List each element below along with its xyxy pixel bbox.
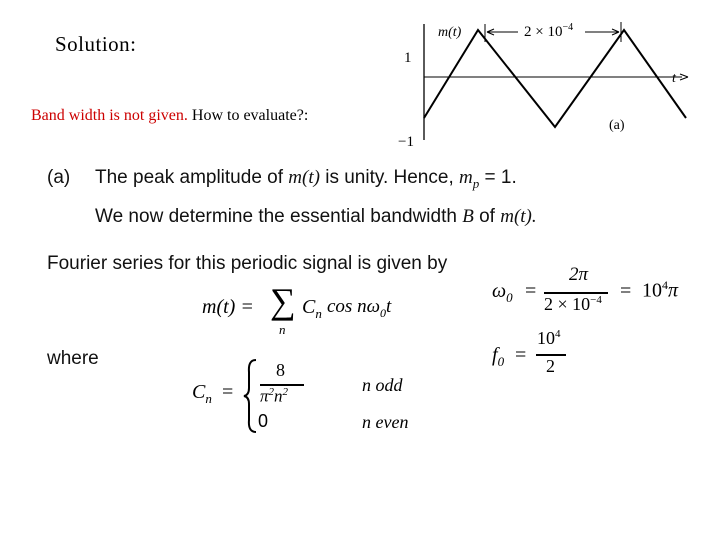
panel-label: (a): [609, 118, 625, 133]
triangle-waveform-figure: [390, 10, 710, 150]
peak-amplitude-line: The peak amplitude of m(t) is unity. Hence, $m_p = 1$.: [95, 167, 517, 191]
piecewise-brace: [242, 358, 258, 434]
cn-piecewise-equation: $C_n$ = 8 $\pi^2n^2$ 0 n odd n even: [192, 360, 409, 432]
frequency-equation: $f_0$ = $10^4$ 2: [492, 330, 612, 380]
fourier-series-equation: m(t) = ∑ n $C_n$ $\cos n\omega_0t$: [202, 281, 392, 337]
omega-equation: $\omega_0$ = 2π $2 \times 10^{-4}$ = $10^4\pi$: [492, 264, 679, 314]
triangle-wave: [424, 30, 686, 127]
slide-subtitle: [31, 107, 308, 125]
bandwidth-line: We now determine the essential bandwidth B of m(t).: [95, 206, 537, 227]
signal-label: m(t): [438, 25, 462, 40]
where-label: where: [47, 348, 99, 369]
period-label: $2 \times 10^{-4}$: [524, 22, 574, 40]
summation-symbol: ∑: [270, 281, 296, 321]
slide-title: Solution:: [55, 32, 137, 56]
subtitle-red-text: Band width is not given.: [31, 107, 188, 124]
fourier-series-line: Fourier series for this periodic signal is given by: [47, 253, 448, 274]
time-axis-label: t: [672, 71, 676, 86]
part-label: (a): [47, 167, 71, 188]
y-top-label: 1: [404, 50, 412, 66]
subtitle-black-text: How to evaluate?:: [191, 107, 309, 124]
y-bottom-label: −1: [398, 134, 414, 150]
